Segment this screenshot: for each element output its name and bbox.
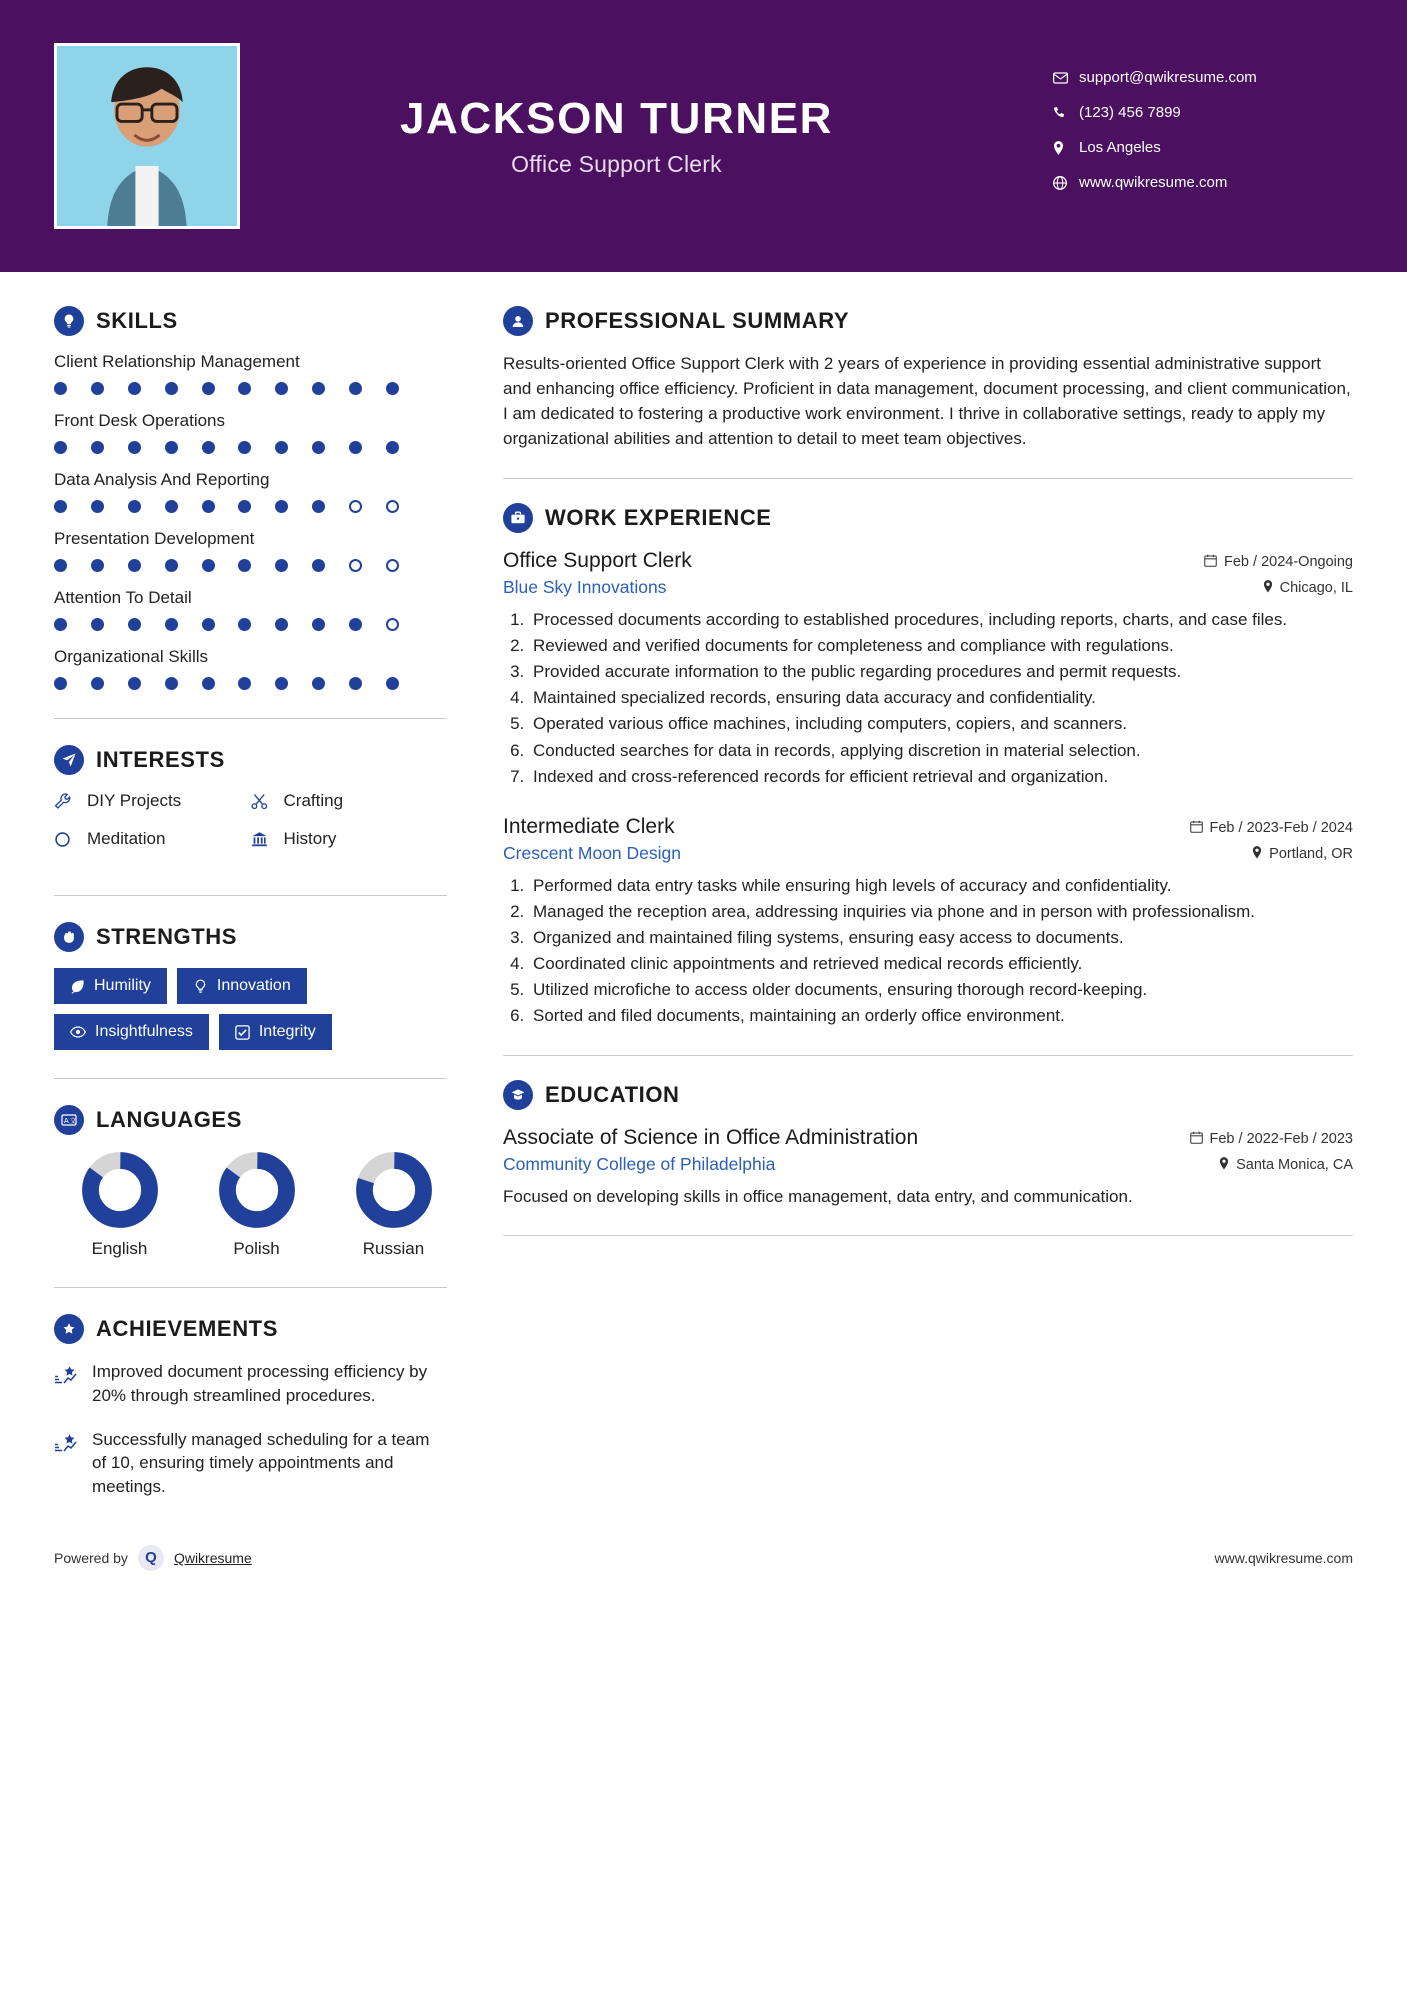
name-block	[240, 94, 1053, 179]
interests-list	[54, 791, 447, 867]
divider	[54, 1078, 447, 1079]
resume-body	[0, 272, 1407, 1519]
achievements-list	[54, 1360, 447, 1499]
skill-item: Attention To Detail	[54, 588, 447, 631]
achievement-item: Improved document processing efficiency by 20% through streamlined procedures.	[54, 1360, 447, 1408]
contact-location-text: Los Angeles	[1079, 139, 1161, 156]
section-title-experience: WORK EXPERIENCE	[545, 504, 772, 530]
user-circle-icon	[503, 306, 533, 336]
location-pin-icon	[1053, 141, 1079, 155]
section-header-summary	[503, 306, 1353, 336]
education-degree: Associate of Science in Office Administration	[503, 1125, 919, 1149]
language-donut	[355, 1151, 433, 1229]
skill-item: Client Relationship Management	[54, 352, 447, 395]
achievement-item: Successfully managed scheduling for a team of 10, ensuring timely appointments and meetings.	[54, 1428, 447, 1499]
contact-email-text: support@qwikresume.com	[1079, 69, 1257, 86]
experience-location: Portland, OR	[1252, 846, 1353, 863]
skill-rating	[54, 382, 399, 395]
duty-item: 7. Indexed and cross-referenced records for efficient retrieval and organization.	[529, 765, 1353, 789]
education-header	[503, 1126, 1353, 1150]
duty-item: 4. Coordinated clinic appointments and retrieved medical records efficiently.	[529, 952, 1353, 976]
location-pin-icon	[1263, 580, 1273, 597]
contact-website-text: www.qwikresume.com	[1079, 174, 1228, 191]
interest-item: Meditation	[54, 829, 251, 849]
globe-icon	[1053, 176, 1079, 190]
section-header-achievements	[54, 1314, 447, 1344]
duty-item: 1. Processed documents according to established procedures, including reports, charts, and case files.	[529, 608, 1353, 632]
strength-chip: Humility	[54, 968, 167, 1004]
experience-location: Chicago, IL	[1263, 580, 1353, 597]
footer-website[interactable]: www.qwikresume.com	[1214, 1549, 1353, 1566]
duty-item: 6. Conducted searches for data in records, applying discretion in material selection.	[529, 739, 1353, 763]
star-badge-icon	[54, 1314, 84, 1344]
section-header-experience	[503, 503, 1353, 533]
skill-item: Data Analysis And Reporting	[54, 470, 447, 513]
leaf-icon	[70, 979, 85, 994]
calendar-icon	[1204, 554, 1217, 571]
education-dates: Feb / 2022-Feb / 2023	[1190, 1131, 1354, 1148]
contact-phone[interactable]	[1053, 104, 1353, 121]
section-title-achievements: ACHIEVEMENTS	[96, 1316, 278, 1341]
section-title-interests: INTERESTS	[96, 747, 225, 772]
education-school: Community College of Philadelphia	[503, 1153, 776, 1174]
interest-item: DIY Projects	[54, 791, 251, 811]
contact-phone-text: (123) 456 7899	[1079, 104, 1181, 121]
section-title-skills: SKILLS	[96, 308, 178, 333]
duty-item: 3. Organized and maintained filing systems, ensuring easy access to documents.	[529, 926, 1353, 950]
interest-item: History	[251, 829, 448, 849]
strength-chip: Insightfulness	[54, 1014, 209, 1050]
experience-company: Crescent Moon Design	[503, 842, 681, 863]
experience-dates: Feb / 2023-Feb / 2024	[1190, 820, 1354, 837]
section-title-summary: PROFESSIONAL SUMMARY	[545, 308, 850, 333]
skill-rating	[54, 500, 399, 513]
duty-item: 4. Maintained specialized records, ensuring data accuracy and confidentiality.	[529, 686, 1353, 710]
skills-list	[54, 352, 447, 690]
experience-role: Intermediate Clerk	[503, 814, 675, 838]
divider	[503, 478, 1353, 479]
duty-item: 5. Utilized microfiche to access older documents, ensuring thorough record-keeping.	[529, 978, 1353, 1002]
right-column	[491, 272, 1353, 1519]
skill-rating	[54, 559, 399, 572]
section-header-skills	[54, 306, 447, 336]
qwikresume-logo-icon: Q	[138, 1545, 164, 1571]
divider	[503, 1055, 1353, 1056]
section-header-interests	[54, 745, 447, 775]
check-square-icon	[235, 1025, 250, 1040]
divider	[54, 895, 447, 896]
resume-header	[0, 0, 1407, 272]
fist-icon	[54, 922, 84, 952]
language-donut	[81, 1151, 159, 1229]
star-rise-icon	[54, 1360, 80, 1408]
strengths-list	[54, 968, 447, 1050]
experience-item	[503, 549, 1353, 789]
svg-text:文: 文	[69, 1118, 77, 1125]
experience-role: Office Support Clerk	[503, 548, 692, 572]
qwikresume-brand[interactable]: Qwikresume	[173, 1549, 252, 1566]
bank-icon	[251, 831, 273, 848]
divider	[54, 1287, 447, 1288]
experience-duties	[529, 608, 1353, 789]
experience-subheader	[503, 577, 1353, 598]
page-footer	[0, 1545, 1407, 1597]
experience-item	[503, 815, 1353, 1029]
contact-location[interactable]	[1053, 139, 1353, 156]
duty-item: 3. Provided accurate information to the public regarding procedures and permit requests.	[529, 660, 1353, 684]
duty-item: 2. Managed the reception area, addressing inquiries via phone and in person with professionalism.	[529, 900, 1353, 924]
phone-icon	[1053, 106, 1079, 119]
duty-item: 5. Operated various office machines, including computers, copiers, and scanners.	[529, 712, 1353, 736]
summary-text: Results-oriented Office Support Clerk with 2 years of experience in providing essential administrative support and enhancing office efficiency. Proficient in data management, document processing, and client communication, I am dedicated to fostering a productive work environment. I thrive in collaborative settings, ready to apply my organizational abilities and attention to detail to meet team objectives.	[503, 354, 1351, 448]
svg-text:A: A	[64, 1118, 69, 1125]
education-subheader	[503, 1154, 1353, 1175]
star-rise-icon	[54, 1428, 80, 1499]
skill-item: Presentation Development	[54, 529, 447, 572]
strength-chip: Integrity	[219, 1014, 332, 1050]
skill-rating	[54, 618, 399, 631]
skill-rating	[54, 441, 399, 454]
left-column	[54, 272, 491, 1519]
education-item	[503, 1126, 1353, 1210]
contact-list	[1053, 63, 1353, 209]
experience-header	[503, 815, 1353, 839]
section-title-strengths: STRENGTHS	[96, 924, 238, 949]
envelope-icon	[1053, 72, 1079, 84]
powered-by-label: Powered by	[54, 1549, 128, 1566]
experience-duties	[529, 874, 1353, 1029]
experience-dates: Feb / 2024-Ongoing	[1204, 554, 1353, 571]
page-title: JACKSON TURNER	[399, 93, 834, 143]
contact-email[interactable]	[1053, 69, 1353, 86]
eye-icon	[70, 1025, 86, 1039]
wrench-icon	[54, 793, 76, 810]
duty-item: 1. Performed data entry tasks while ensuring high levels of accuracy and confidentiality.	[529, 874, 1353, 898]
graduate-icon	[503, 1080, 533, 1110]
section-header-strengths	[54, 922, 447, 952]
duty-item: 6. Sorted and filed documents, maintaining an orderly office environment.	[529, 1004, 1353, 1028]
circle-icon	[54, 831, 76, 848]
divider	[54, 718, 447, 719]
language-item: Polish	[203, 1151, 310, 1259]
languages-list	[54, 1151, 447, 1259]
skill-rating	[54, 677, 399, 690]
briefcase-icon	[503, 503, 533, 533]
job-title: Office Support Clerk	[511, 151, 722, 178]
section-header-languages	[54, 1105, 447, 1135]
location-pin-icon	[1252, 846, 1262, 863]
duty-item: 2. Reviewed and verified documents for completeness and compliance with regulations.	[529, 634, 1353, 658]
language-donut	[218, 1151, 296, 1229]
experience-header	[503, 549, 1353, 573]
contact-website[interactable]	[1053, 174, 1353, 191]
experience-company: Blue Sky Innovations	[503, 576, 667, 597]
education-location: Santa Monica, CA	[1219, 1157, 1353, 1174]
bulb-icon	[193, 979, 208, 994]
calendar-icon	[1190, 820, 1203, 837]
language-icon	[54, 1105, 84, 1135]
powered-by	[54, 1545, 252, 1571]
lightbulb-icon	[54, 306, 84, 336]
location-pin-icon	[1219, 1157, 1229, 1174]
paper-plane-icon	[54, 745, 84, 775]
education-description: Focused on developing skills in office management, data entry, and communication.	[503, 1186, 1133, 1206]
skill-item: Organizational Skills	[54, 647, 447, 690]
language-item: Russian	[340, 1151, 447, 1259]
experience-subheader	[503, 843, 1353, 864]
divider	[503, 1235, 1353, 1236]
strength-chip: Innovation	[177, 968, 307, 1004]
skill-item: Front Desk Operations	[54, 411, 447, 454]
section-title-languages: LANGUAGES	[96, 1107, 242, 1132]
language-item: English	[66, 1151, 173, 1259]
scissors-icon	[251, 793, 273, 810]
section-title-education: EDUCATION	[545, 1081, 680, 1107]
interest-item: Crafting	[251, 791, 448, 811]
section-header-education	[503, 1080, 1353, 1110]
calendar-icon	[1190, 1131, 1203, 1148]
avatar	[54, 43, 240, 229]
